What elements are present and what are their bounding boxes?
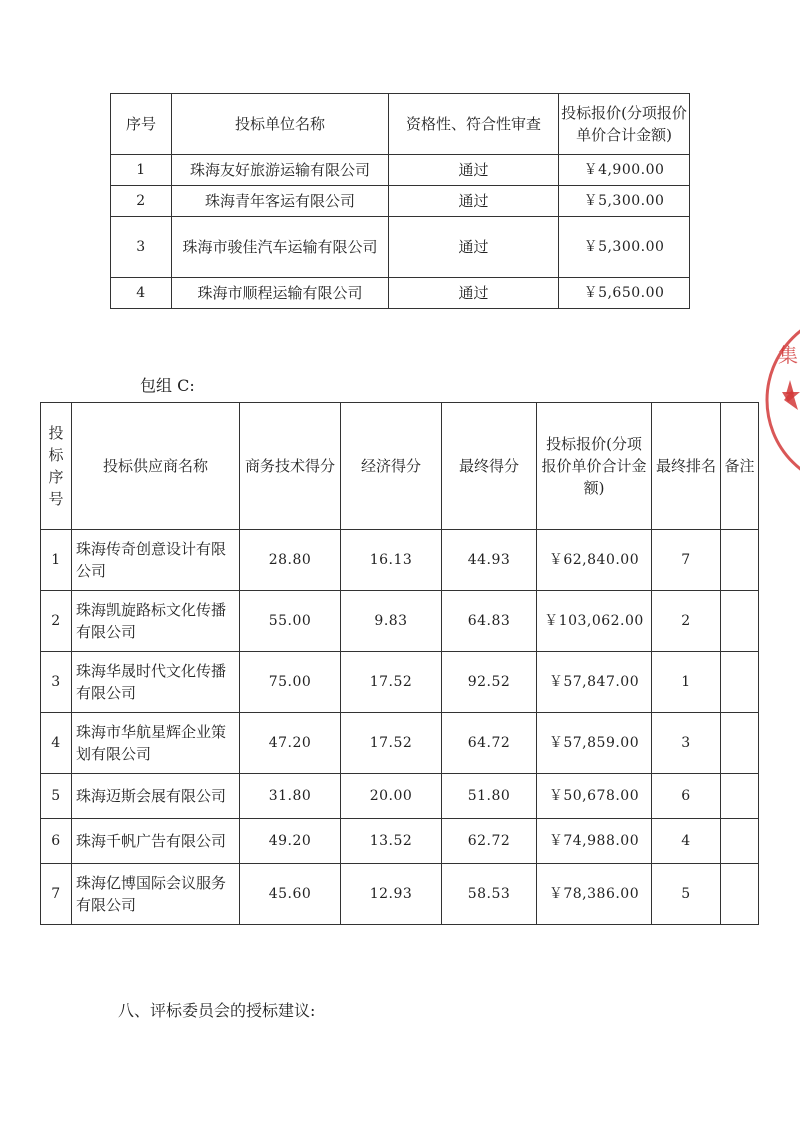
row-no: 1 [41, 530, 72, 591]
row-rank: 1 [652, 652, 721, 713]
header-price: 投标报价(分项报价单价合计金额) [537, 403, 652, 530]
row-final-score: 64.83 [442, 591, 537, 652]
header-price: 投标报价(分项报价单价合计金额) [559, 94, 690, 155]
row-note [721, 591, 759, 652]
section-8-heading: 八、评标委员会的授标建议: [118, 1001, 316, 1020]
header-econ-score: 经济得分 [341, 403, 442, 530]
row-no: 2 [111, 186, 172, 217]
row-name: 珠海凯旋路标文化传播有限公司 [72, 591, 240, 652]
seal-icon [760, 320, 800, 480]
row-name: 珠海华晟时代文化传播有限公司 [72, 652, 240, 713]
row-name: 珠海千帆广告有限公司 [72, 819, 240, 864]
row-tech-score: 49.20 [240, 819, 341, 864]
row-note [721, 774, 759, 819]
header-supplier-name: 投标供应商名称 [72, 403, 240, 530]
row-price: ￥5,300.00 [559, 217, 690, 278]
row-econ-score: 17.52 [341, 652, 442, 713]
table-row [111, 278, 690, 309]
row-note [721, 652, 759, 713]
table-header-row [41, 403, 759, 530]
header-rank: 最终排名 [652, 403, 721, 530]
row-price: ￥57,847.00 [537, 652, 652, 713]
row-tech-score: 55.00 [240, 591, 341, 652]
row-name: 珠海市骏佳汽车运输有限公司 [172, 217, 389, 278]
bid-review-table [110, 93, 690, 309]
row-tech-score: 31.80 [240, 774, 341, 819]
row-price: ￥78,386.00 [537, 864, 652, 925]
table-row [41, 819, 759, 864]
row-no: 2 [41, 591, 72, 652]
row-price: ￥62,840.00 [537, 530, 652, 591]
row-final-score: 92.52 [442, 652, 537, 713]
table-row [111, 186, 690, 217]
row-price: ￥50,678.00 [537, 774, 652, 819]
row-no: 7 [41, 864, 72, 925]
header-no: 投标序号 [41, 403, 72, 530]
row-review: 通过 [389, 278, 559, 309]
header-tech-score: 商务技术得分 [240, 403, 341, 530]
table-row [41, 713, 759, 774]
row-name: 珠海友好旅游运输有限公司 [172, 155, 389, 186]
row-review: 通过 [389, 155, 559, 186]
row-no: 4 [41, 713, 72, 774]
header-bidder-name: 投标单位名称 [172, 94, 389, 155]
header-final-score: 最终得分 [442, 403, 537, 530]
table-row [111, 217, 690, 278]
table-row [41, 774, 759, 819]
row-price: ￥4,900.00 [559, 155, 690, 186]
row-final-score: 64.72 [442, 713, 537, 774]
row-rank: 3 [652, 713, 721, 774]
row-tech-score: 28.80 [240, 530, 341, 591]
row-econ-score: 16.13 [341, 530, 442, 591]
row-price: ￥74,988.00 [537, 819, 652, 864]
row-econ-score: 13.52 [341, 819, 442, 864]
row-name: 珠海市华航星辉企业策划有限公司 [72, 713, 240, 774]
row-no: 5 [41, 774, 72, 819]
row-rank: 7 [652, 530, 721, 591]
table-row [41, 530, 759, 591]
row-no: 3 [41, 652, 72, 713]
table-row [111, 155, 690, 186]
row-no: 1 [111, 155, 172, 186]
row-econ-score: 12.93 [341, 864, 442, 925]
row-note [721, 819, 759, 864]
row-price: ￥5,650.00 [559, 278, 690, 309]
row-final-score: 58.53 [442, 864, 537, 925]
row-rank: 2 [652, 591, 721, 652]
row-tech-score: 45.60 [240, 864, 341, 925]
row-final-score: 62.72 [442, 819, 537, 864]
header-note: 备注 [721, 403, 759, 530]
row-tech-score: 75.00 [240, 652, 341, 713]
row-price: ￥103,062.00 [537, 591, 652, 652]
package-c-label: 包组 C: [140, 376, 195, 395]
row-name: 珠海亿博国际会议服务有限公司 [72, 864, 240, 925]
row-no: 6 [41, 819, 72, 864]
row-econ-score: 17.52 [341, 713, 442, 774]
row-no: 3 [111, 217, 172, 278]
row-name: 珠海传奇创意设计有限公司 [72, 530, 240, 591]
table-header-row [111, 94, 690, 155]
row-rank: 5 [652, 864, 721, 925]
row-note [721, 864, 759, 925]
row-name: 珠海青年客运有限公司 [172, 186, 389, 217]
row-no: 4 [111, 278, 172, 309]
row-note [721, 713, 759, 774]
row-econ-score: 20.00 [341, 774, 442, 819]
header-no: 序号 [111, 94, 172, 155]
table-row [41, 652, 759, 713]
seal-char: 集 [778, 343, 798, 367]
row-review: 通过 [389, 186, 559, 217]
row-final-score: 44.93 [442, 530, 537, 591]
table-row [41, 591, 759, 652]
row-final-score: 51.80 [442, 774, 537, 819]
row-rank: 4 [652, 819, 721, 864]
seal-stamp [760, 320, 800, 480]
package-c-score-table [40, 402, 759, 925]
row-econ-score: 9.83 [341, 591, 442, 652]
row-tech-score: 47.20 [240, 713, 341, 774]
row-review: 通过 [389, 217, 559, 278]
row-note [721, 530, 759, 591]
table-row [41, 864, 759, 925]
row-price: ￥5,300.00 [559, 186, 690, 217]
row-name: 珠海市顺程运输有限公司 [172, 278, 389, 309]
row-rank: 6 [652, 774, 721, 819]
header-review: 资格性、符合性审查 [389, 94, 559, 155]
row-price: ￥57,859.00 [537, 713, 652, 774]
row-name: 珠海迈斯会展有限公司 [72, 774, 240, 819]
